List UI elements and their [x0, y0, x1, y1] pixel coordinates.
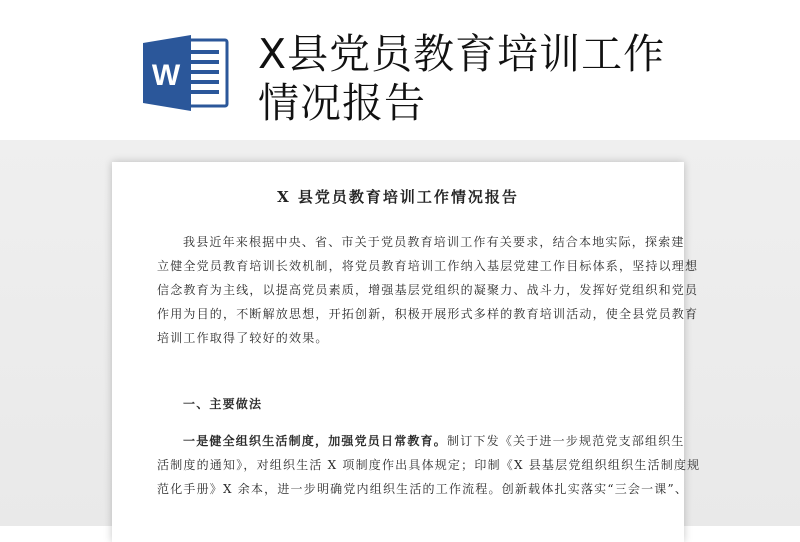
paragraph-line: 培训工作取得了较好的效果。: [157, 331, 329, 345]
header-banner: [0, 0, 800, 140]
paragraph-line: 作用为目的，不断解放思想，开拓创新，积极开展形式多样的教育培训活动，使全县党员教育: [157, 307, 699, 321]
bold-lead: 一是健全组织生活制度，加强党员日常教育。: [183, 434, 448, 448]
word-icon: [143, 35, 229, 111]
paragraph-line: 活制度的通知》，对组织生活 X 项制度作出具体规定；印制《X 县基层党组织组织生活制度规: [157, 458, 701, 472]
paragraph-line: 信念教育为主线，以提高党员素质，增强基层党组织的凝聚力、战斗力，发挥好党组织和党员: [157, 283, 699, 297]
document-title: X 县党员教育培训工作情况报告: [277, 188, 519, 206]
document-page: [112, 162, 701, 542]
paragraph-line: 我县近年来根据中央、省、市关于党员教育培训工作有关要求，结合本地实际，探索建: [183, 235, 685, 249]
svg-text:W: W: [151, 59, 181, 92]
body-paragraph: [157, 429, 701, 501]
paragraph-line: 立健全党员教育培训长效机制，将党员教育培训工作纳入基层党建工作目标体系，坚持以理想: [157, 259, 699, 273]
header-title: X县党员教育培训工作情况报告: [258, 30, 666, 127]
section-heading: 一、主要做法: [183, 397, 263, 411]
intro-paragraph: [157, 230, 699, 350]
paragraph-line: 一是健全组织生活制度，加强党员日常教育。制订下发《关于进一步规范党支部组织生: [183, 434, 685, 448]
paragraph-line: 范化手册》X 余本，进一步明确党内组织生活的工作流程。创新载体扎实落实“三会一课”、: [157, 482, 689, 496]
